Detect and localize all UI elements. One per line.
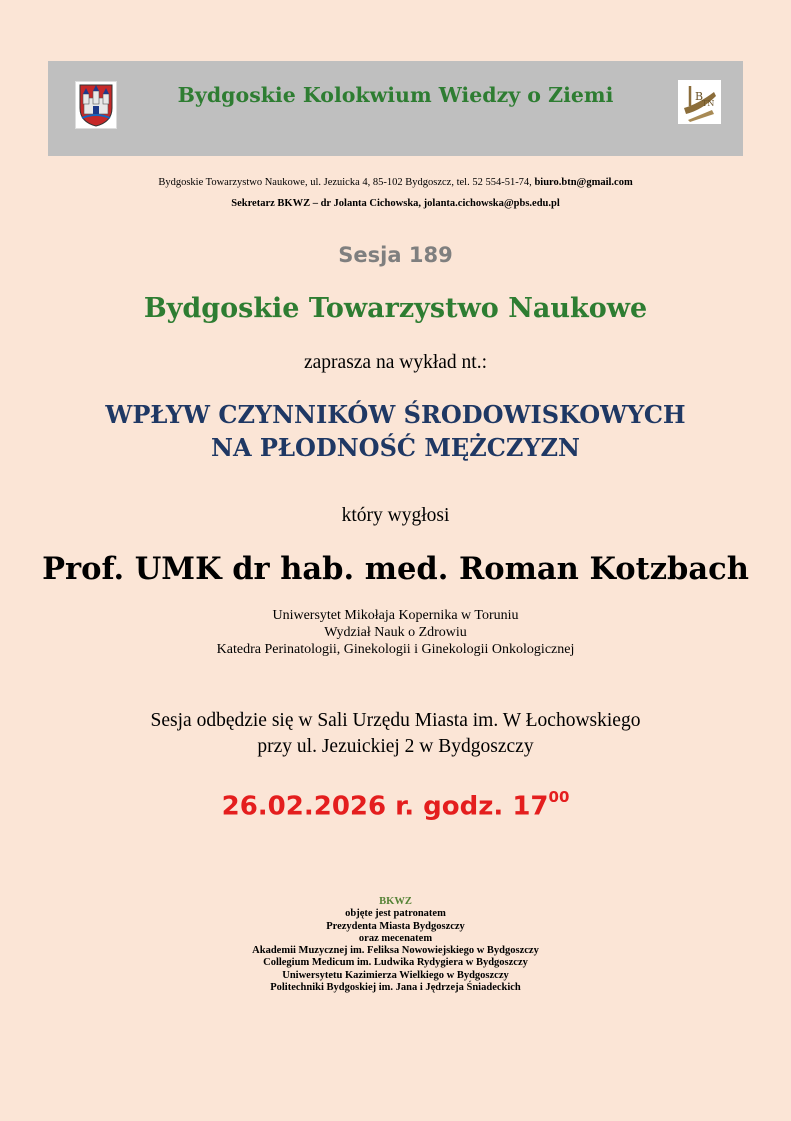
venue-line-2: przy ul. Jezuickiej 2 w Bydgoszczy	[257, 736, 534, 757]
patronage-line: Collegium Medicum im. Ludwika Rydygiera w Bydgoszczy	[263, 957, 528, 969]
patronage-line: oraz mecenatem	[358, 932, 433, 944]
lecture-title-line-1: WPŁYW CZYNNIKÓW ŚRODOWISKOWYCH	[105, 400, 686, 429]
affiliation-department: Katedra Perinatologii, Ginekologii i Ginekologii Onkologicznej	[216, 642, 575, 657]
contact-email[interactable]: biuro.btn@gmail.com	[534, 177, 633, 188]
affiliation-university: Uniwersytet Mikołaja Kopernika w Toruniu	[272, 608, 519, 623]
contact-address: Bydgoskie Towarzystwo Naukowe, ul. Jezuicka 4, 85-102 Bydgoszcz, tel. 52 554-51-74,	[158, 177, 535, 188]
contact-line	[0, 177, 791, 188]
delivered-by-text: który wygłosi	[341, 505, 450, 526]
patronage-line: Politechniki Bydgoskiej im. Jana i Jędrzeja Śniadeckich	[270, 982, 521, 994]
patronage-block	[0, 896, 791, 994]
session-number: Sesja 189	[338, 243, 453, 267]
affiliation-faculty: Wydział Nauk o Zdrowiu	[324, 625, 467, 640]
btn-logo	[678, 80, 721, 124]
btn-logo-icon	[678, 80, 721, 124]
invite-text: zaprasza na wykład nt.:	[303, 352, 487, 373]
patronage-line: Akademii Muzycznej im. Feliksa Nowowiejskiego w Bydgoszczy	[252, 945, 539, 957]
patronage-line: Prezydenta Miasta Bydgoszczy	[326, 920, 465, 932]
lecture-title	[0, 398, 791, 464]
venue	[0, 708, 791, 760]
patronage-line: objęte jest patronatem	[345, 908, 446, 920]
lecture-title-line-2: NA PŁODNOŚĆ MĘŻCZYZN	[211, 433, 580, 462]
svg-text:B: B	[695, 90, 704, 103]
patronage-bkwz: BKWZ	[379, 896, 412, 907]
speaker-affiliation	[0, 607, 791, 658]
speaker-name: Prof. UMK dr hab. med. Roman Kotzbach	[42, 551, 749, 587]
header-band	[48, 61, 743, 156]
organizer-name: Bydgoskie Towarzystwo Naukowe	[143, 293, 648, 324]
event-datetime	[0, 788, 791, 822]
secretary-line: Sekretarz BKWZ – dr Jolanta Cichowska, jolanta.cichowska@pbs.edu.pl	[231, 198, 560, 209]
event-date-time: 26.02.2026 r. godz. 17	[221, 791, 549, 822]
svg-text:TN: TN	[702, 99, 715, 108]
patronage-line: Uniwersytetu Kazimierza Wielkiego w Bydgoszczy	[282, 969, 509, 981]
venue-line-1: Sesja odbędzie się w Sali Urzędu Miasta im. W Łochowskiego	[150, 710, 641, 731]
header-title: Bydgoskie Kolokwium Wiedzy o Ziemi	[177, 83, 614, 107]
event-time-minutes: 00	[548, 788, 570, 806]
